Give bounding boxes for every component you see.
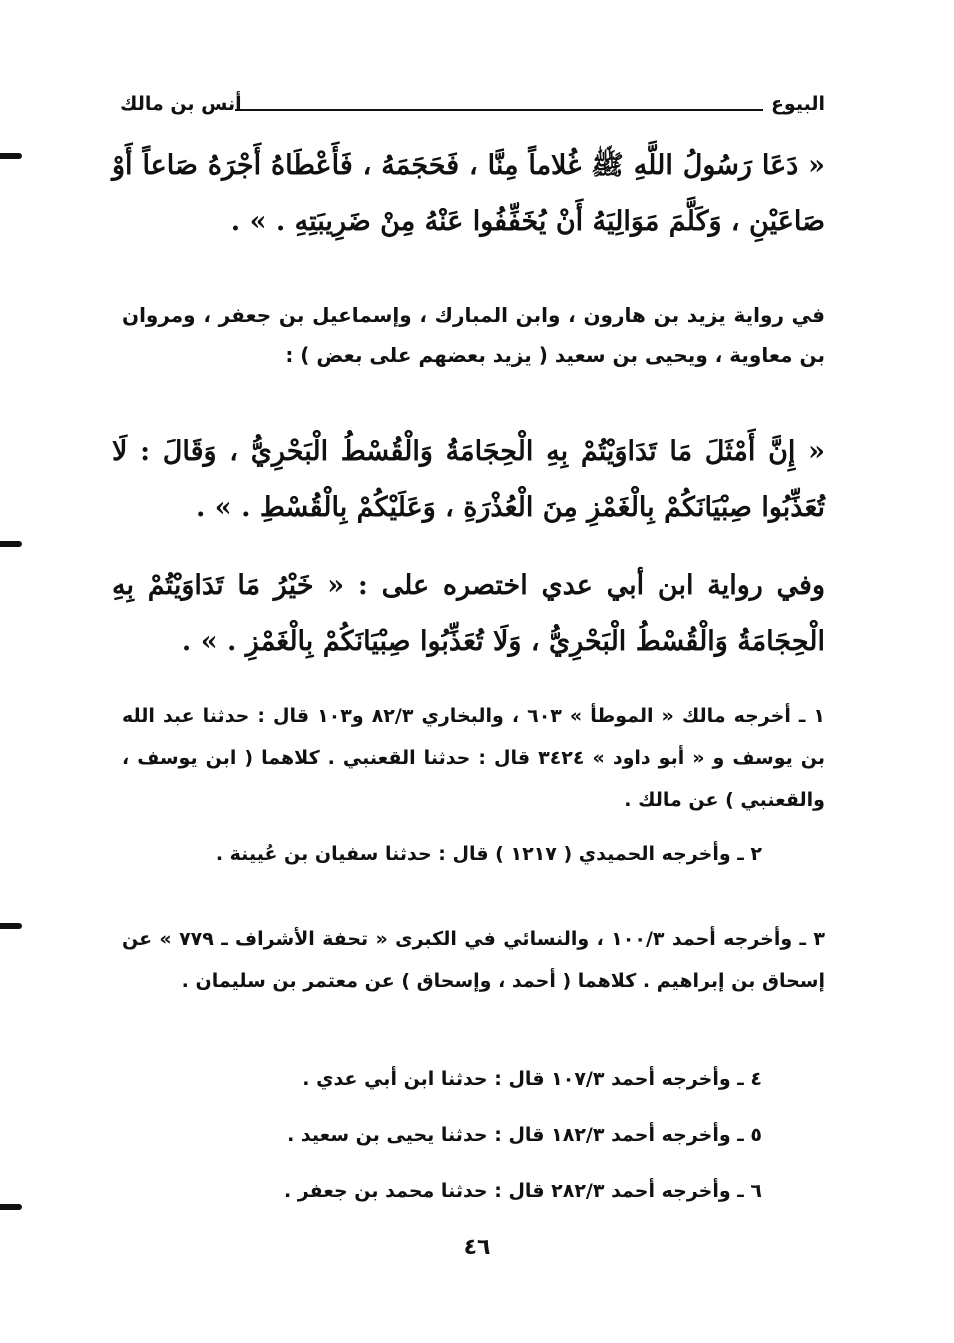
narration-note-2: وفي رواية ابن أبي عدي اختصره على : « خَيْرُ مَا تَدَاوَيْتُمْ بِهِ الْحِجَامَةُ وَالْقُسْطُ الْبَحْرِيُّ ، وَلَا تُعَذِّبُوا صِبْيَانَكُمْ بِالْغَمْزِ . » . [112,570,825,657]
binding-mark [0,1204,22,1210]
footnote-1: ١ ـ أخرجه مالك « الموطأ » ٦٠٣ ، والبخاري ٨٢/٣ و١٠٣ قال : حدثنا عبد الله بن يوسف و « أبو داود » ٣٤٢٤ قال : حدثنا القعنبي . كلاهما ( ابن يوسف ، والقعنبي ) عن مالك . [122,705,825,811]
narration-note-1: في رواية يزيد بن هارون ، وابن المبارك ، وإسماعيل بن جعفر ، ومروان بن معاوية ، ويحيى بن سعيد ( يزيد بعضهم على بعض ) : [122,303,825,367]
binding-mark [0,923,22,929]
footnote-5: ٥ ـ وأخرجه أحمد ١٨٢/٣ قال : حدثنا يحيى بن سعيد . [287,1124,762,1146]
running-header [120,93,825,123]
footnote-2: ٢ ـ وأخرجه الحميدي ( ١٢١٧ ) قال : حدثنا سفيان بن عُيينة . [215,843,762,865]
footnote-3: ٣ ـ وأخرجه أحمد ١٠٠/٣ ، والنسائي في الكبرى « تحفة الأشراف ـ ٧٧٩ » عن إسحاق بن إبراهيم . كلاهما ( أحمد ، وإسحاق ) عن معتمر بن سليمان . [122,928,825,992]
binding-mark [0,153,22,159]
header-rule [235,109,763,111]
chapter-title: البيوع [770,93,825,115]
footnote-4: ٤ ـ وأخرجه أحمد ١٠٧/٣ قال : حدثنا ابن أبي عدي . [302,1068,762,1090]
binding-mark [0,541,22,547]
footnote-6: ٦ ـ وأخرجه أحمد ٢٨٢/٣ قال : حدثنا محمد بن جعفر . [283,1180,762,1202]
page-number: ٤٦ [463,1235,491,1260]
narrator-title: أنس بن مالك [120,93,242,115]
hadith-text-2: « إِنَّ أَمْثَلَ مَا تَدَاوَيْتُمْ بِهِ الْحِجَامَةُ وَالْقُسْطُ الْبَحْرِيُّ ، وَقَالَ : لَا تُعَذِّبُوا صِبْيَانَكُمْ بِالْغَمْزِ مِنَ الْعُذْرَةِ ، وَعَلَيْكُمْ بِالْقُسْطِ . » . [112,436,825,523]
hadith-text-1: « دَعَا رَسُولُ اللَّهِ ﷺ غُلاماً مِنَّا ، فَحَجَمَهُ ، فَأَعْطَاهُ أَجْرَهُ صَاعاً أَوْ صَاعَيْنِ ، وَكَلَّمَ مَوَالِيَهُ أَنْ يُخَفِّفُوا عَنْهُ مِنْ ضَرِيبَتِهِ . » . [112,150,825,237]
